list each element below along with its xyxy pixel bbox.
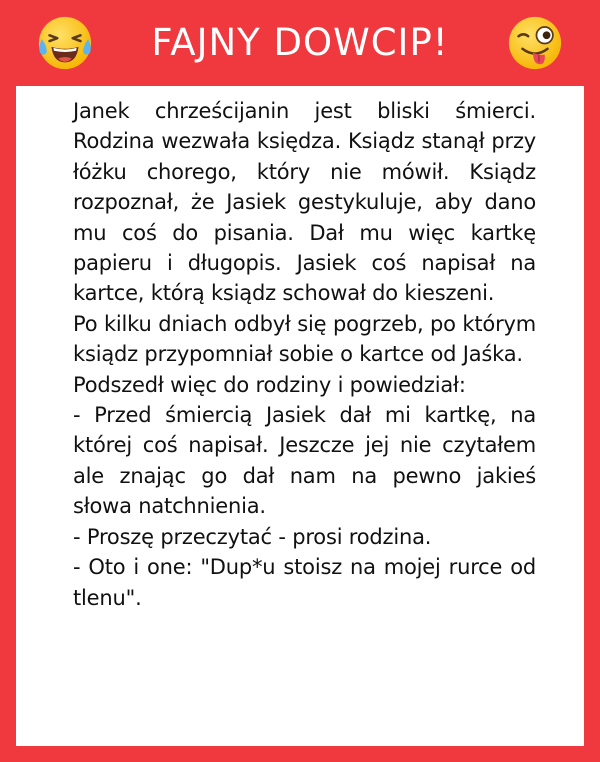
joke-paragraph: Janek chrześcijanin jest bliski śmierci. Rodzina wezwała księdza. Ksiądz stanął przy łóżku chorego, który nie mówił. Ksiądz rozpoznał, że Jasiek gestykuluje, aby dano mu coś do pisania. Dał mu więc kartkę papieru i długopis. Jasiek coś napisał na kartce, którą ksiądz schował do kieszeni. — [73, 99, 536, 306]
joke-paragraph: - Oto i one: "Dup*u stoisz na mojej rurce od tlenu". — [73, 555, 536, 610]
header-banner — [0, 0, 600, 86]
winking-tongue-emoji-icon — [506, 14, 564, 72]
joke-paragraph: - Przed śmiercią Jasiek dał mi kartkę, na której coś napisał. Jeszcze jej nie czytałem ale znając go dał nam na pewno jakieś słowa natchnienia. — [73, 403, 536, 519]
joke-paragraph: - Proszę przeczytać - prosi rodzina. — [73, 524, 432, 549]
joke-panel — [16, 86, 584, 746]
joke-paragraph: Podszedł więc do rodziny i powiedział: — [73, 372, 466, 397]
header-title: FAJNY DOWCIP! — [151, 21, 449, 64]
joke-paragraph: Po kilku dniach odbył się pogrzeb, po którym ksiądz przypomniał sobie o kartce od Jaśka. — [73, 311, 536, 367]
joke-text — [73, 96, 536, 613]
